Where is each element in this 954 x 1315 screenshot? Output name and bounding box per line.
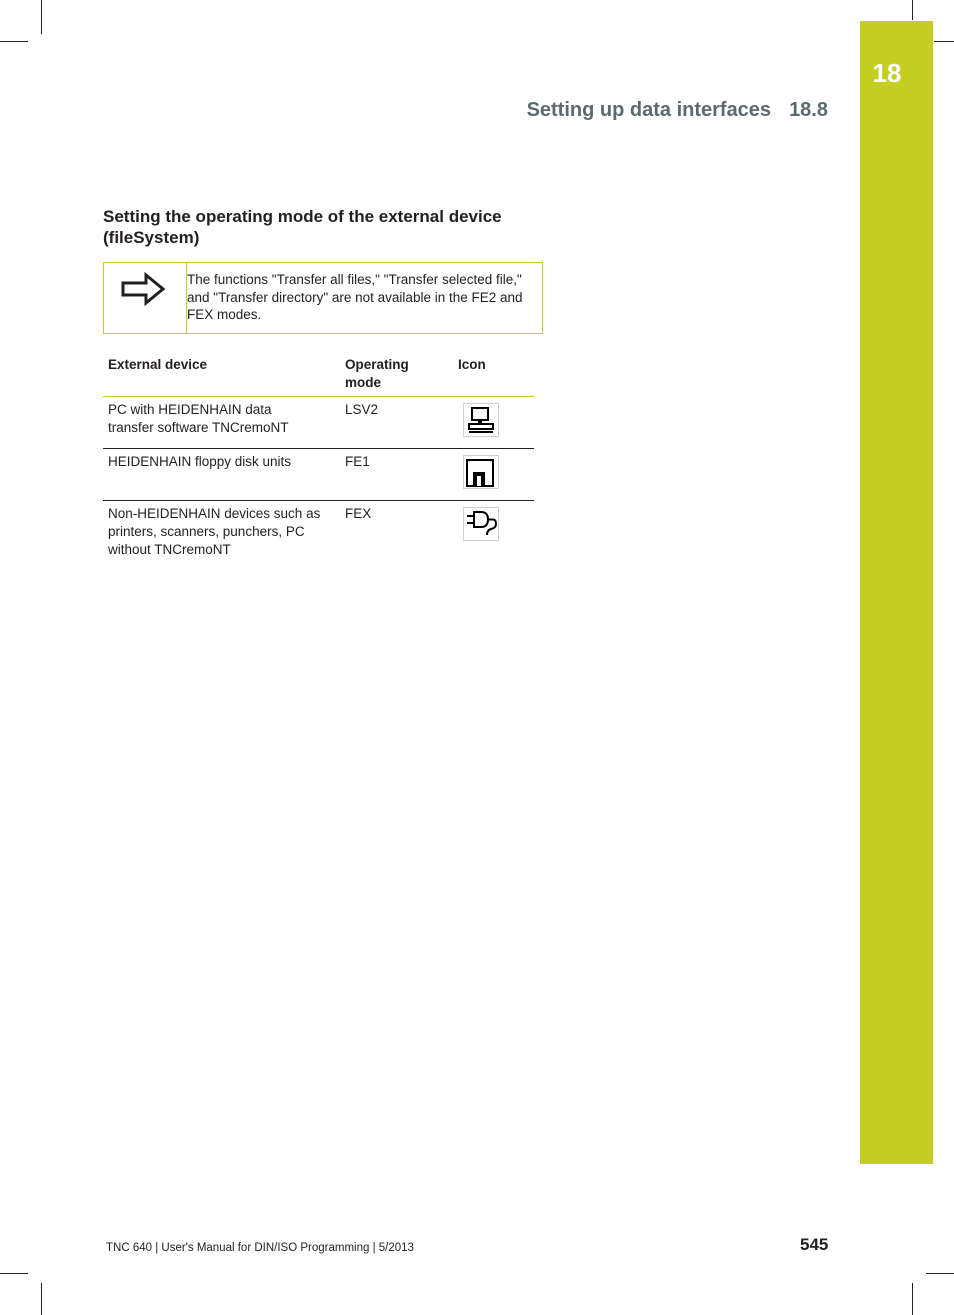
table-row [103,449,534,501]
crop-mark [926,1273,954,1274]
mode-cell: FE1 [345,454,370,469]
crop-mark [41,1283,42,1315]
column-header-device: External device [108,357,208,372]
table-row [103,397,534,449]
device-cell: PC with HEIDENHAIN data transfer software TNCremoNT [108,402,289,435]
column-header-icon: Icon [458,357,486,372]
chapter-number: 18 [872,58,902,88]
floppy-disk-icon [463,455,499,489]
device-cell: Non-HEIDENHAIN devices such as printers, scanners, punchers, PC without TNCremoNT [108,506,321,557]
crop-mark [0,41,28,42]
note-text: The functions "Transfer all files," "Transfer selected file," and "Transfer directory" are not available in the FE2 and FEX modes. [187,272,523,322]
device-cell: HEIDENHAIN floppy disk units [108,454,292,469]
page-number: 545 [800,1235,829,1254]
device-table [103,355,534,569]
crop-mark [0,1273,28,1274]
pc-icon [463,403,499,437]
running-header [527,99,828,122]
header-section-number: 18.8 [789,99,828,121]
icon-cell [458,401,534,448]
mode-cell: LSV2 [345,402,379,417]
footer-text: TNC 640 | User's Manual for DIN/ISO Programming | 5/2013 [106,1242,414,1254]
crop-mark [41,0,42,34]
column-header-mode: Operating mode [345,357,409,390]
table-row [103,501,534,569]
chapter-tab [860,21,933,1164]
note-box [103,262,543,334]
icon-cell [458,453,534,500]
arrow-right-icon [120,271,168,307]
header-title: Setting up data interfaces [526,99,772,121]
table-header-row [103,355,534,397]
crop-mark [912,0,913,20]
icon-cell [458,505,534,569]
section-heading: Setting the operating mode of the external device (fileSystem) [103,207,502,247]
mode-cell: FEX [345,506,372,521]
crop-mark [912,1283,913,1315]
plug-icon [463,507,499,541]
crop-mark [934,41,954,42]
